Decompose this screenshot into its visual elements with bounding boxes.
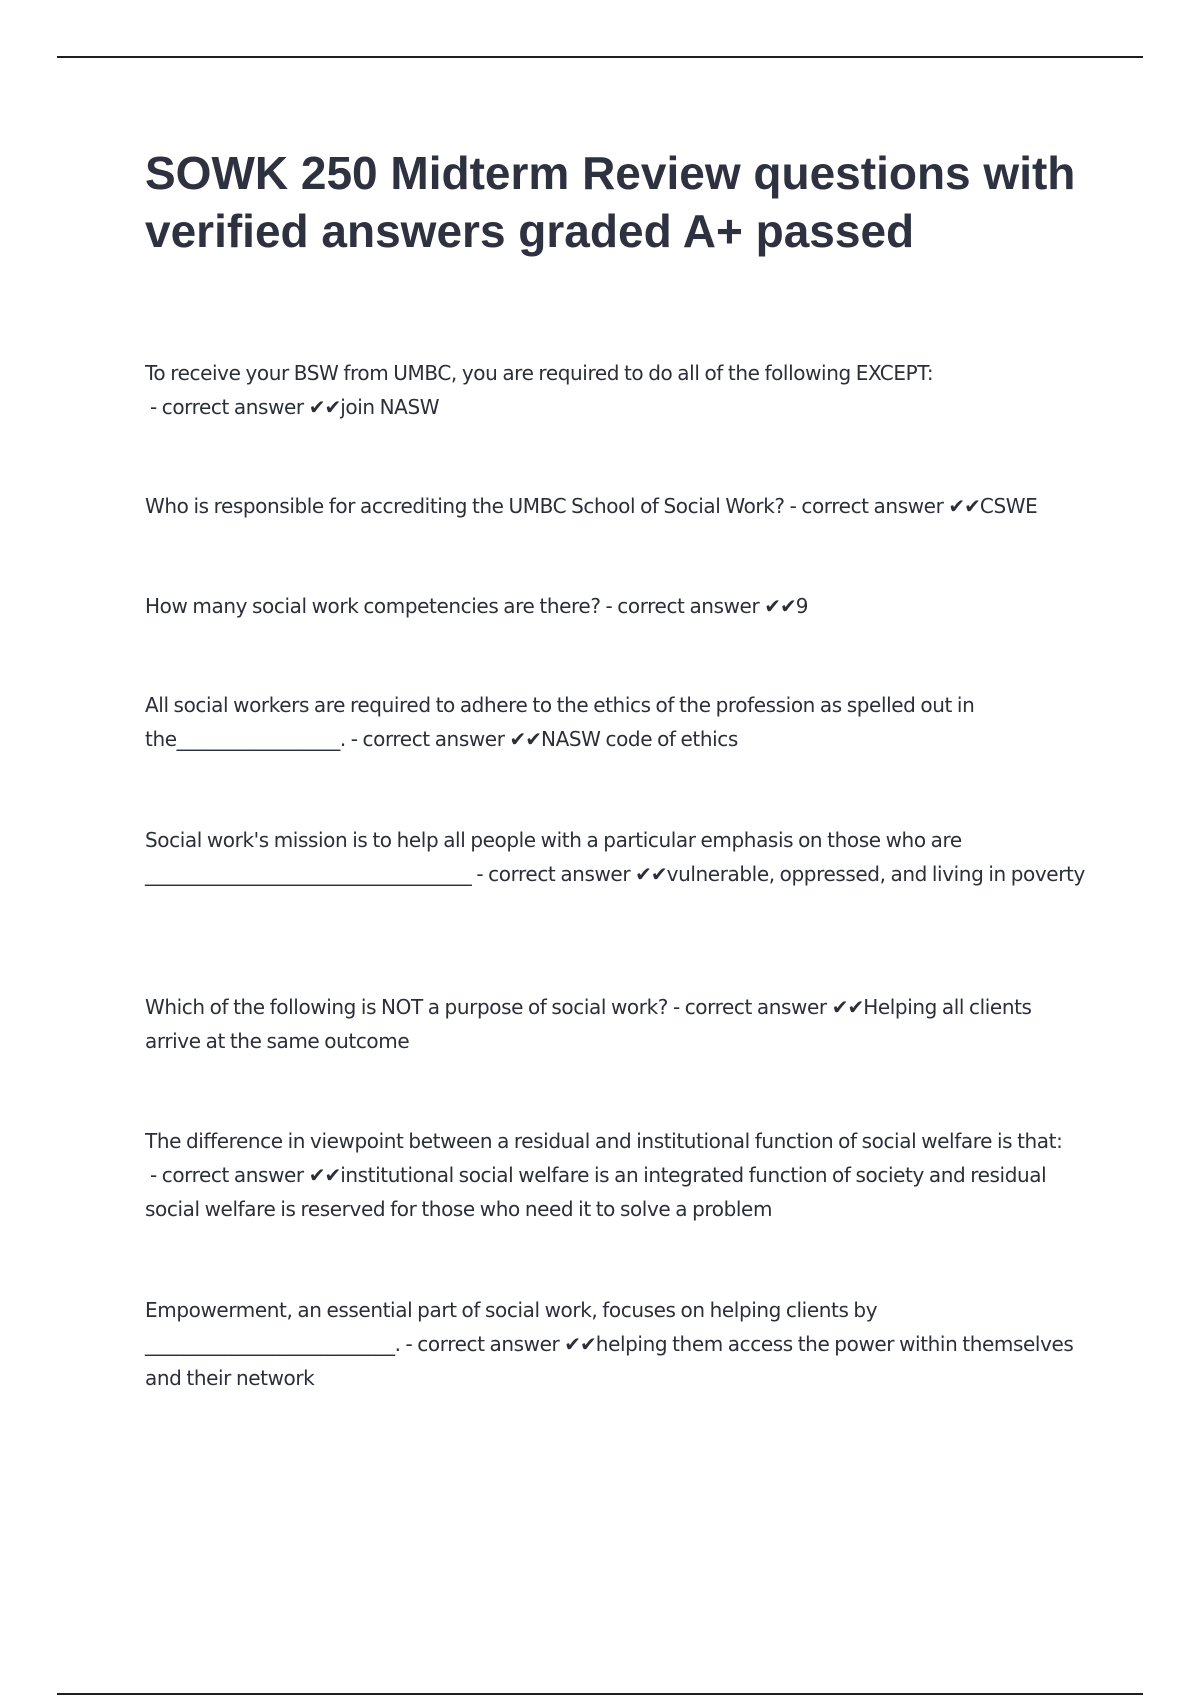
- question-text: How many social work competencies are there?: [145, 594, 601, 618]
- qa-item-8: [145, 1293, 1090, 1395]
- answer-separator: - correct answer: [345, 727, 510, 751]
- answer-separator: - correct answer: [145, 395, 309, 419]
- question-text: All social workers are required to adhere to the ethics of the profession as spelled out in the_________________.: [145, 693, 975, 751]
- question-text: To receive your BSW from UMBC, you are required to do all of the following EXCEPT:: [145, 361, 934, 385]
- answer-text: 9: [795, 594, 809, 618]
- check-marks-icon: ✔✔: [831, 995, 864, 1019]
- answer-separator: - correct answer: [600, 594, 765, 618]
- answer-text: vulnerable, oppressed, and living in poverty: [666, 862, 1085, 886]
- question-text: Social work's mission is to help all people with a particular emphasis on those who are __________________________________: [145, 828, 962, 886]
- check-marks-icon: ✔✔: [509, 727, 542, 751]
- answer-separator: - correct answer: [400, 1332, 565, 1356]
- check-marks-icon: ✔✔: [764, 594, 796, 618]
- top-divider: [57, 56, 1143, 58]
- document-title: SOWK 250 Midterm Review questions with verified answers graded A+ passed: [145, 147, 1076, 257]
- check-marks-icon: ✔✔: [308, 1163, 341, 1187]
- answer-text: CSWE: [979, 494, 1038, 518]
- check-marks-icon: ✔✔: [948, 494, 980, 518]
- check-marks-icon: ✔✔: [308, 395, 341, 419]
- qa-item-6: [145, 990, 1090, 1058]
- qa-item-2: [145, 489, 1090, 523]
- qa-item-3: [145, 589, 1090, 623]
- check-marks-icon: ✔✔: [635, 862, 667, 886]
- answer-text: helping them access the power within themselves and their network: [145, 1332, 1074, 1390]
- answer-separator: - correct answer: [145, 1163, 309, 1187]
- bottom-divider: [57, 1693, 1143, 1695]
- qa-item-1: [145, 356, 1090, 424]
- answer-text: institutional social welfare is an integrated function of society and residual social welfare is reserved for those who need it to solve a problem: [145, 1163, 1047, 1221]
- answer-separator: - correct answer: [471, 862, 636, 886]
- answer-text: Helping all clients arrive at the same outcome: [145, 995, 1032, 1053]
- question-text: The difference in viewpoint between a residual and institutional function of social welfare is that:: [145, 1129, 1063, 1153]
- answer-text: join NASW: [340, 395, 440, 419]
- qa-item-7: [145, 1124, 1090, 1226]
- question-text: Which of the following is NOT a purpose of social work?: [145, 995, 668, 1019]
- answer-separator: - correct answer: [667, 995, 832, 1019]
- qa-item-4: [145, 688, 1090, 756]
- answer-separator: - correct answer: [784, 494, 949, 518]
- qa-item-5: [145, 823, 1090, 891]
- answer-text: NASW code of ethics: [541, 727, 738, 751]
- question-text: Empowerment, an essential part of social work, focuses on helping clients by __________________________.: [145, 1298, 878, 1356]
- check-marks-icon: ✔✔: [564, 1332, 596, 1356]
- question-text: Who is responsible for accrediting the UMBC School of Social Work?: [145, 494, 785, 518]
